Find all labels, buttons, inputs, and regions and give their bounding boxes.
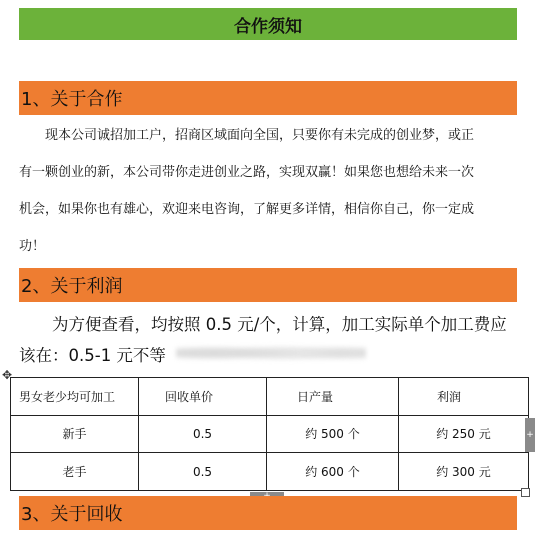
document-title-bar [19, 8, 517, 40]
table-header-row [11, 378, 529, 416]
table-header-cell: 回收单价 [139, 378, 267, 416]
paragraph-line: 机会，如果你也有雄心，欢迎来电咨询，了解更多详情，相信你自己，你一定成 [19, 202, 475, 217]
table-header-cell: 日产量 [267, 378, 399, 416]
table-move-handle-icon[interactable]: ✥ [1, 368, 13, 382]
section-heading-recycling [19, 496, 517, 530]
section-heading-cooperation [19, 81, 517, 115]
paragraph-line: 该在：0.5-1 元不等 [19, 346, 166, 365]
paragraph-line: 为方便查看，均按照 0.5 元/个，计算，加工实际单个加工费应 [19, 315, 507, 334]
section-heading-label: 1、关于合作 [21, 89, 123, 110]
table-row [11, 415, 529, 453]
profit-table [10, 377, 529, 491]
paragraph-line: 有一颗创业的新，本公司带你走进创业之路，实现双赢！如果您也想给未来一次 [19, 165, 475, 180]
table-cell: 0.5 [139, 453, 267, 491]
paragraph-line: 现本公司诚招加工户，招商区域面向全国，只要你有未完成的创业梦，或正 [19, 128, 475, 143]
paragraph-line: 功！ [19, 239, 46, 254]
blurred-watermark [176, 340, 366, 366]
table-resize-handle[interactable] [521, 488, 530, 497]
cooperation-paragraph [19, 117, 519, 265]
table-cell: 约 250 元 [399, 415, 529, 453]
section-heading-label: 3、关于回收 [21, 504, 123, 525]
table-cell: 约 500 个 [267, 415, 399, 453]
table-row [11, 453, 529, 491]
section-heading-label: 2、关于利润 [21, 276, 123, 297]
add-column-button[interactable]: + [525, 418, 535, 452]
table-cell: 0.5 [139, 415, 267, 453]
table-cell: 约 300 元 [399, 453, 529, 491]
table-cell: 约 600 个 [267, 453, 399, 491]
table-cell: 新手 [11, 415, 139, 453]
table-header-cell: 利润 [399, 378, 529, 416]
table-cell: 老手 [11, 453, 139, 491]
table-header-cell: 男女老少均可加工 [11, 378, 139, 416]
section-heading-profit [19, 268, 517, 302]
document-title: 合作须知 [234, 16, 302, 37]
